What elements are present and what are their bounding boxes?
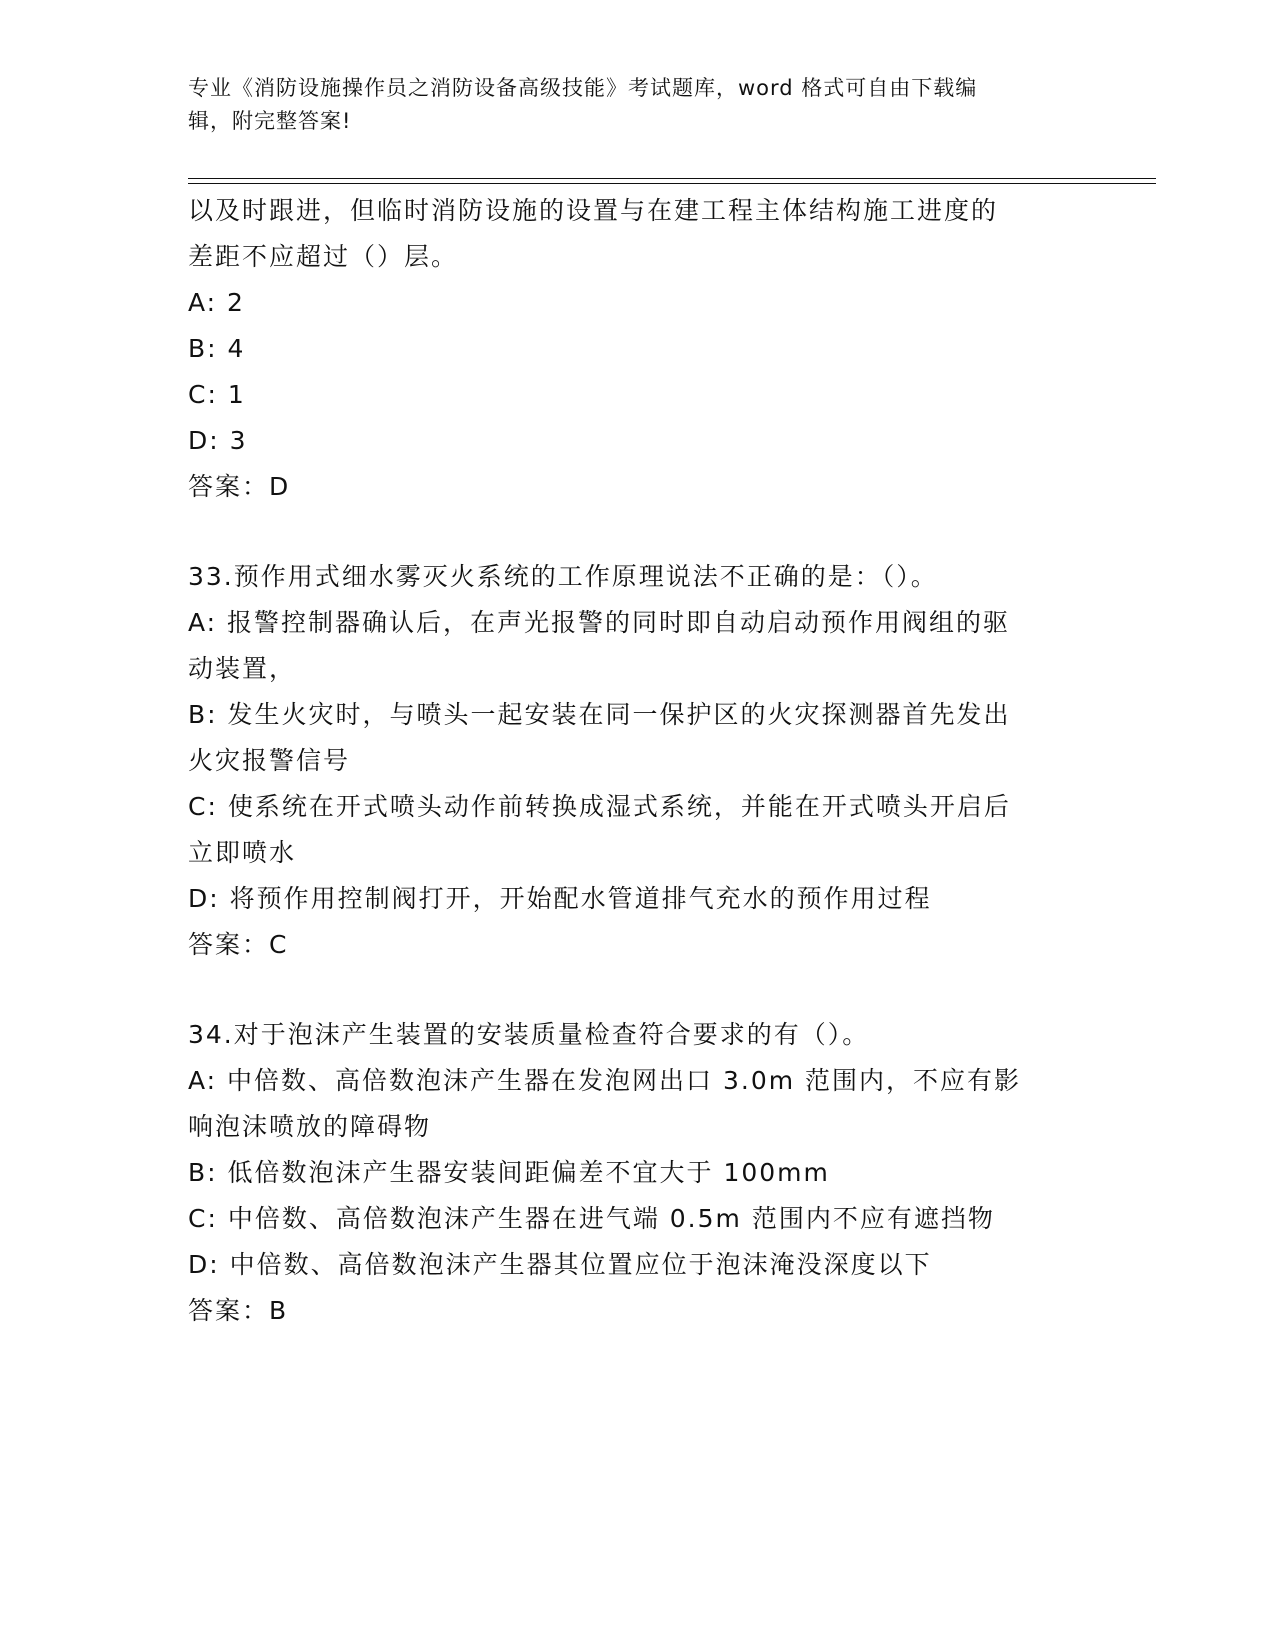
- header-rule-bottom: [188, 183, 1156, 184]
- header-line-1: 专业《消防设施操作员之消防设备高级技能》考试题库，word 格式可自由下载编: [188, 76, 978, 100]
- option-c-line: 立即喷水: [188, 838, 297, 867]
- question-32: [188, 188, 1088, 510]
- question-stem: 33.预作用式细水雾灭火系统的工作原理说法不正确的是：（）。: [188, 562, 938, 591]
- answer: 答案：D: [188, 472, 291, 501]
- document-header: [188, 72, 1088, 138]
- option-a: A: 2: [188, 288, 245, 317]
- option-c-line: C: 使系统在开式喷头动作前转换成湿式系统，并能在开式喷头开启后: [188, 792, 1011, 821]
- option-c: C: 中倍数、高倍数泡沫产生器在进气端 0.5m 范围内不应有遮挡物: [188, 1204, 995, 1233]
- option-b-line: B: 发生火灾时，与喷头一起安装在同一保护区的火灾探测器首先发出: [188, 700, 1011, 729]
- header-line-2: 辑，附完整答案!: [188, 109, 352, 133]
- option-a-line: 动装置，: [188, 654, 297, 683]
- option-a-line: 响泡沫喷放的障碍物: [188, 1112, 432, 1141]
- question-stem: 34.对于泡沫产生装置的安装质量检查符合要求的有（）。: [188, 1020, 870, 1049]
- answer: 答案：C: [188, 930, 289, 959]
- option-a-line: A: 报警控制器确认后，在声光报警的同时即自动启动预作用阀组的驱: [188, 608, 1011, 637]
- question-stem-line: 以及时跟进，但临时消防设施的设置与在建工程主体结构施工进度的: [188, 196, 999, 225]
- option-c: C: 1: [188, 380, 246, 409]
- answer: 答案：B: [188, 1296, 289, 1325]
- option-d: D: 将预作用控制阀打开，开始配水管道排气充水的预作用过程: [188, 884, 932, 913]
- question-stem-line: 差距不应超过（）层。: [188, 242, 459, 271]
- option-a-line: A: 中倍数、高倍数泡沫产生器在发泡网出口 3.0m 范围内，不应有影: [188, 1066, 1022, 1095]
- question-spacer: [188, 510, 1088, 554]
- option-b: B: 4: [188, 334, 246, 363]
- option-d: D: 3: [188, 426, 248, 455]
- option-b-line: 火灾报警信号: [188, 746, 351, 775]
- question-33: [188, 554, 1088, 968]
- header-rule-top: [188, 178, 1156, 179]
- option-d: D: 中倍数、高倍数泡沫产生器其位置应位于泡沫淹没深度以下: [188, 1250, 932, 1279]
- question-spacer: [188, 968, 1088, 1012]
- question-34: [188, 1012, 1088, 1334]
- option-b: B: 低倍数泡沫产生器安装间距偏差不宜大于 100mm: [188, 1158, 830, 1187]
- document-body: [188, 188, 1088, 1334]
